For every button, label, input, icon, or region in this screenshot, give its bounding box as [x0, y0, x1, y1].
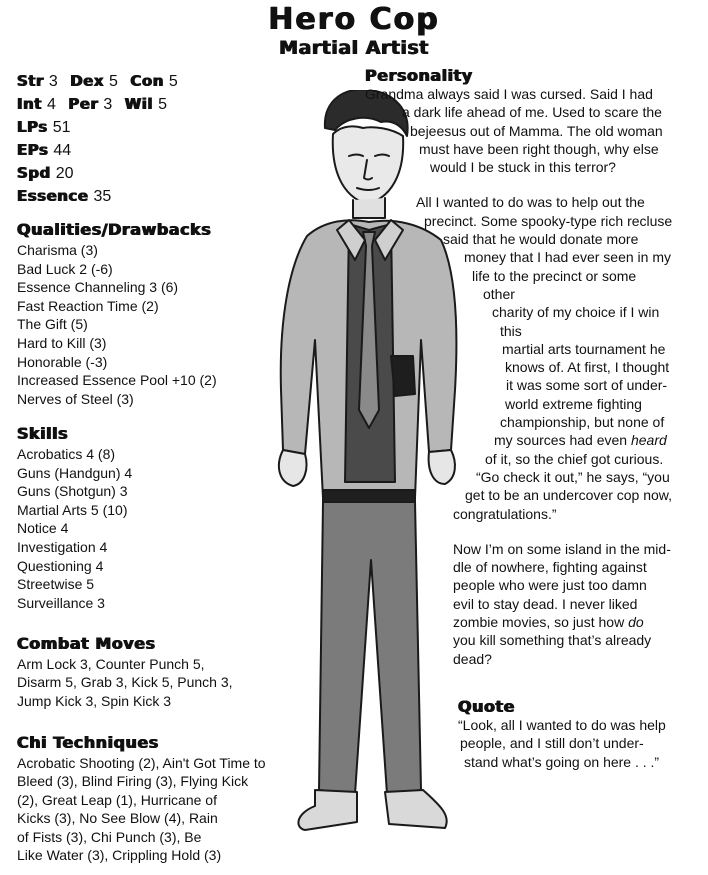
list-item: Martial Arts 5 (10)	[17, 501, 128, 518]
character-class: Martial Artist	[279, 37, 429, 59]
personality-heading: Personality	[365, 66, 473, 85]
list-item: Surveillance 3	[17, 594, 105, 611]
character-name: Hero Cop	[268, 2, 440, 37]
stat-row-lps	[17, 116, 186, 139]
quote-heading: Quote	[458, 697, 515, 716]
text-line: people who were just too damn	[453, 577, 647, 594]
text-line: Jump Kick 3, Spin Kick 3	[17, 692, 172, 709]
list-item: Nerves of Steel (3)	[17, 390, 134, 407]
stat-value-essence: 35	[93, 188, 112, 205]
stat-row-spd	[17, 162, 186, 185]
qualities-list	[17, 241, 285, 408]
text-line: knows of. At first, I thought	[505, 359, 670, 376]
stat-value-wil: 5	[158, 96, 167, 113]
text-line: “Go check it out,” he says, “you	[476, 468, 670, 485]
stat-label-dex: Dex	[70, 72, 105, 90]
text-line: it was some sort of under-	[506, 377, 668, 394]
stat-row-mental	[17, 93, 186, 116]
text-line: people, and I still don’t under-	[460, 735, 644, 752]
text-line	[494, 431, 672, 449]
stat-value-int: 4	[46, 96, 56, 113]
stat-value-str: 3	[48, 73, 58, 90]
text-line: Grandma always said I was cursed. Said I had	[365, 86, 653, 102]
stat-row-physical	[17, 70, 186, 93]
text-line: charity of my choice if I win	[492, 304, 660, 321]
list-item: Fast Reaction Time (2)	[17, 297, 159, 314]
combat-moves-text	[17, 655, 285, 710]
text-line: world extreme fighting	[505, 395, 642, 412]
quote-text	[458, 716, 666, 771]
list-item: The Gift (5)	[17, 316, 88, 333]
stat-value-dex: 5	[109, 73, 118, 90]
text-line: Now I’m on some island in the mid-	[453, 540, 671, 557]
stat-label-wil: Wil	[124, 95, 154, 113]
skills-list	[17, 445, 285, 612]
personality-paragraph-1	[365, 85, 672, 176]
stat-row-eps	[17, 139, 186, 162]
list-item: Guns (Handgun) 4	[17, 464, 133, 481]
stat-row-essence	[17, 185, 186, 208]
text-line: Arm Lock 3, Counter Punch 5,	[17, 656, 205, 672]
list-item: Charisma (3)	[17, 242, 98, 258]
list-item: Notice 4	[17, 520, 69, 537]
text-line: would I be stuck in this terror?	[430, 159, 616, 176]
stat-label-con: Con	[130, 72, 164, 90]
list-item: Essence Channeling 3 (6)	[17, 279, 179, 296]
stat-value-per: 3	[103, 96, 113, 113]
text-line: money that I had ever seen in my	[464, 249, 671, 266]
personality-paragraph-3	[365, 540, 672, 668]
list-item: Streetwise 5	[17, 576, 95, 593]
stat-value-eps: 44	[53, 142, 72, 159]
qualities-heading: Qualities/Drawbacks	[17, 220, 212, 239]
text-line: must have been right though, why else	[419, 140, 659, 157]
text-line: “Look, all I wanted to do was help	[458, 717, 666, 733]
text-line: All I wanted to do was to help out the	[416, 194, 645, 211]
stat-value-lps: 51	[52, 119, 71, 136]
qualities-section	[17, 220, 285, 408]
personality-section	[365, 66, 672, 668]
stat-label-lps: LPs	[17, 118, 48, 136]
stat-label-essence: Essence	[17, 187, 89, 205]
list-item: Investigation 4	[17, 538, 108, 555]
text-line: Like Water (3), Crippling Hold (3)	[17, 847, 222, 864]
text-line: other	[483, 285, 515, 302]
text-line: this	[500, 322, 522, 339]
text-line: Bleed (3), Blind Firing (3), Flying Kick	[17, 773, 249, 790]
text-line: life to the precinct or some	[472, 267, 637, 284]
stat-label-spd: Spd	[17, 164, 51, 182]
list-item: Guns (Shotgun) 3	[17, 483, 128, 500]
stat-label-per: Per	[68, 95, 99, 113]
stat-value-con: 5	[168, 73, 178, 90]
text-line: evil to stay dead. I never liked	[453, 595, 638, 612]
text-line: a dark life ahead of me. Used to scare the	[402, 104, 662, 121]
personality-paragraph-2	[365, 193, 672, 522]
list-item: Increased Essence Pool +10 (2)	[17, 372, 217, 389]
text-line: said that he would donate more	[443, 231, 639, 248]
text-line: championship, but none of	[500, 414, 665, 431]
stat-label-int: Int	[17, 95, 42, 113]
text-line: dle of nowhere, fighting against	[453, 559, 647, 576]
emphasis-word: do	[628, 614, 644, 631]
text-line: get to be an undercover cop now,	[465, 487, 673, 504]
skills-heading: Skills	[17, 424, 69, 443]
list-item: Hard to Kill (3)	[17, 334, 107, 351]
text-line	[453, 613, 672, 631]
emphasis-word: heard	[630, 432, 667, 449]
combat-moves-section	[17, 634, 285, 710]
text-line: of Fists (3), Chi Punch (3), Be	[17, 828, 202, 845]
text-line: stand what’s going on here . . .”	[464, 753, 660, 770]
text-line: martial arts tournament he	[502, 340, 666, 357]
quote-section	[458, 697, 666, 771]
text-line: congratulations.”	[453, 505, 557, 522]
chi-techniques-heading: Chi Techniques	[17, 733, 159, 752]
title-block	[0, 2, 708, 58]
skills-section	[17, 424, 285, 612]
list-item: Acrobatics 4 (8)	[17, 446, 116, 462]
text-run: my sources had even	[494, 432, 628, 449]
text-line: Acrobatic Shooting (2), Ain't Got Time to	[17, 755, 266, 771]
text-line: Disarm 5, Grab 3, Kick 5, Punch 3,	[17, 674, 233, 691]
stat-label-eps: EPs	[17, 141, 49, 159]
text-run: zombie movies, so just how	[453, 614, 625, 631]
list-item: Honorable (-3)	[17, 353, 108, 370]
list-item: Bad Luck 2 (-6)	[17, 260, 113, 277]
text-line: you kill something that’s already	[453, 632, 652, 649]
list-item: Questioning 4	[17, 557, 104, 574]
text-line: Kicks (3), No See Blow (4), Rain	[17, 810, 218, 827]
text-line: of it, so the chief got curious.	[485, 450, 664, 467]
stat-value-spd: 20	[55, 165, 74, 182]
chi-techniques-text	[17, 754, 285, 864]
combat-moves-heading: Combat Moves	[17, 634, 156, 653]
text-line: precinct. Some spooky-type rich recluse	[424, 212, 673, 229]
chi-techniques-section	[17, 733, 285, 864]
text-line: dead?	[453, 650, 492, 667]
stat-label-str: Str	[17, 72, 44, 90]
attribute-block	[17, 70, 186, 208]
text-line: bejeesus out of Mamma. The old woman	[410, 122, 663, 139]
text-line: (2), Great Leap (1), Hurricane of	[17, 791, 217, 808]
